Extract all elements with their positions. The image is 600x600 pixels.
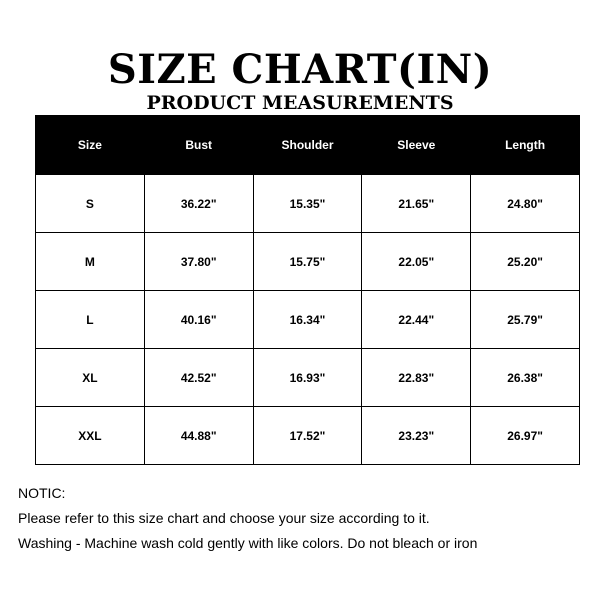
shoulder-cell: 15.35" bbox=[253, 175, 362, 233]
page-title: SIZE CHART(IN) bbox=[107, 46, 493, 93]
size-cell: S bbox=[36, 175, 145, 233]
bust-cell: 36.22" bbox=[144, 175, 253, 233]
sleeve-cell: 22.83" bbox=[362, 349, 471, 407]
column-header-sleeve: Sleeve bbox=[362, 116, 471, 175]
table-row bbox=[36, 175, 580, 233]
page-subtitle: PRODUCT MEASUREMENTS bbox=[146, 92, 454, 114]
size-cell: XXL bbox=[36, 407, 145, 465]
sleeve-cell: 23.23" bbox=[362, 407, 471, 465]
column-header-shoulder: Shoulder bbox=[253, 116, 362, 175]
column-header-bust: Bust bbox=[144, 116, 253, 175]
column-header-size: Size bbox=[36, 116, 145, 175]
length-cell: 25.79" bbox=[471, 291, 580, 349]
length-cell: 26.38" bbox=[471, 349, 580, 407]
shoulder-cell: 15.75" bbox=[253, 233, 362, 291]
table-row bbox=[36, 291, 580, 349]
size-cell: L bbox=[36, 291, 145, 349]
notice-line-washing: Washing - Machine wash cold gently with like colors. Do not bleach or iron bbox=[18, 535, 478, 551]
shoulder-cell: 16.93" bbox=[253, 349, 362, 407]
bust-cell: 44.88" bbox=[144, 407, 253, 465]
sleeve-cell: 22.05" bbox=[362, 233, 471, 291]
length-cell: 26.97" bbox=[471, 407, 580, 465]
length-cell: 24.80" bbox=[471, 175, 580, 233]
table-row bbox=[36, 233, 580, 291]
table-row bbox=[36, 349, 580, 407]
size-chart-table bbox=[35, 115, 580, 465]
bust-cell: 37.80" bbox=[144, 233, 253, 291]
notice-section bbox=[18, 481, 588, 556]
table-header-row bbox=[36, 116, 580, 175]
notice-heading: NOTIC: bbox=[18, 485, 66, 501]
size-cell: XL bbox=[36, 349, 145, 407]
sleeve-cell: 21.65" bbox=[362, 175, 471, 233]
size-cell: M bbox=[36, 233, 145, 291]
bust-cell: 42.52" bbox=[144, 349, 253, 407]
shoulder-cell: 16.34" bbox=[253, 291, 362, 349]
column-header-length: Length bbox=[471, 116, 580, 175]
table-row bbox=[36, 407, 580, 465]
bust-cell: 40.16" bbox=[144, 291, 253, 349]
notice-line-size-advice: Please refer to this size chart and choose your size according to it. bbox=[18, 510, 430, 526]
shoulder-cell: 17.52" bbox=[253, 407, 362, 465]
length-cell: 25.20" bbox=[471, 233, 580, 291]
sleeve-cell: 22.44" bbox=[362, 291, 471, 349]
